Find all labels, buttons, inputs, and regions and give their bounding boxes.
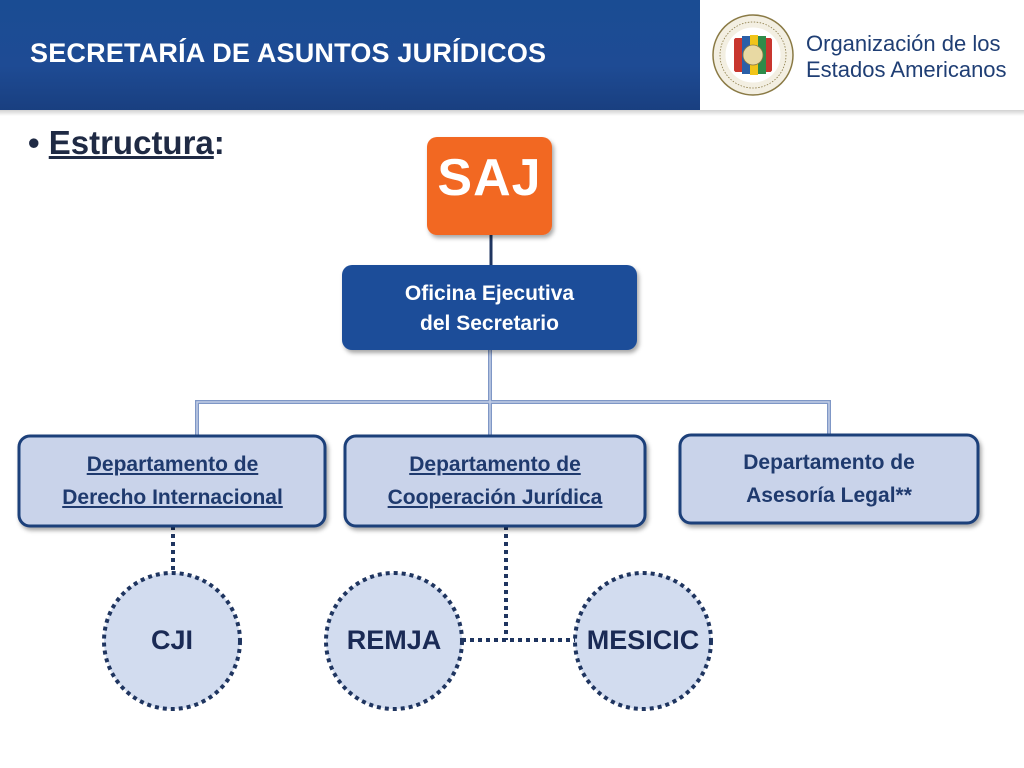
- executive-office-line2: del Secretario: [420, 312, 559, 335]
- org-name-line2: Estados Americanos: [806, 57, 1007, 82]
- bullet-dot: •: [28, 124, 49, 161]
- department-line1: Departamento de: [86, 453, 259, 476]
- department-asesoria-legal-label: [680, 446, 978, 512]
- bullet-word: Estructura: [48, 124, 214, 161]
- department-cooperacion-juridica-label[interactable]: [345, 448, 645, 514]
- connector-office-to-departments-inner: [197, 350, 829, 437]
- department-line2: Derecho Internacional: [62, 486, 283, 509]
- bullet-colon: :: [213, 124, 225, 161]
- department-line2: Cooperación Jurídica: [387, 486, 603, 509]
- header-title: SECRETARÍA DE ASUNTOS JURÍDICOS: [30, 38, 547, 68]
- cji-label: CJI: [150, 625, 194, 655]
- saj-label: SAJ: [437, 149, 542, 207]
- org-name-line1: Organización de los: [806, 31, 1001, 56]
- department-derecho-internacional-label[interactable]: [20, 448, 325, 514]
- remja-label: REMJA: [346, 625, 442, 655]
- department-line1: Departamento de: [743, 451, 915, 474]
- connector-office-to-departments: [197, 350, 829, 437]
- executive-office-label: [342, 279, 637, 339]
- mesicic-label: MESICIC: [586, 625, 700, 655]
- executive-office-line1: Oficina Ejecutiva: [404, 282, 575, 305]
- department-line2: Asesoría Legal**: [746, 484, 912, 507]
- department-line1: Departamento de: [409, 453, 581, 476]
